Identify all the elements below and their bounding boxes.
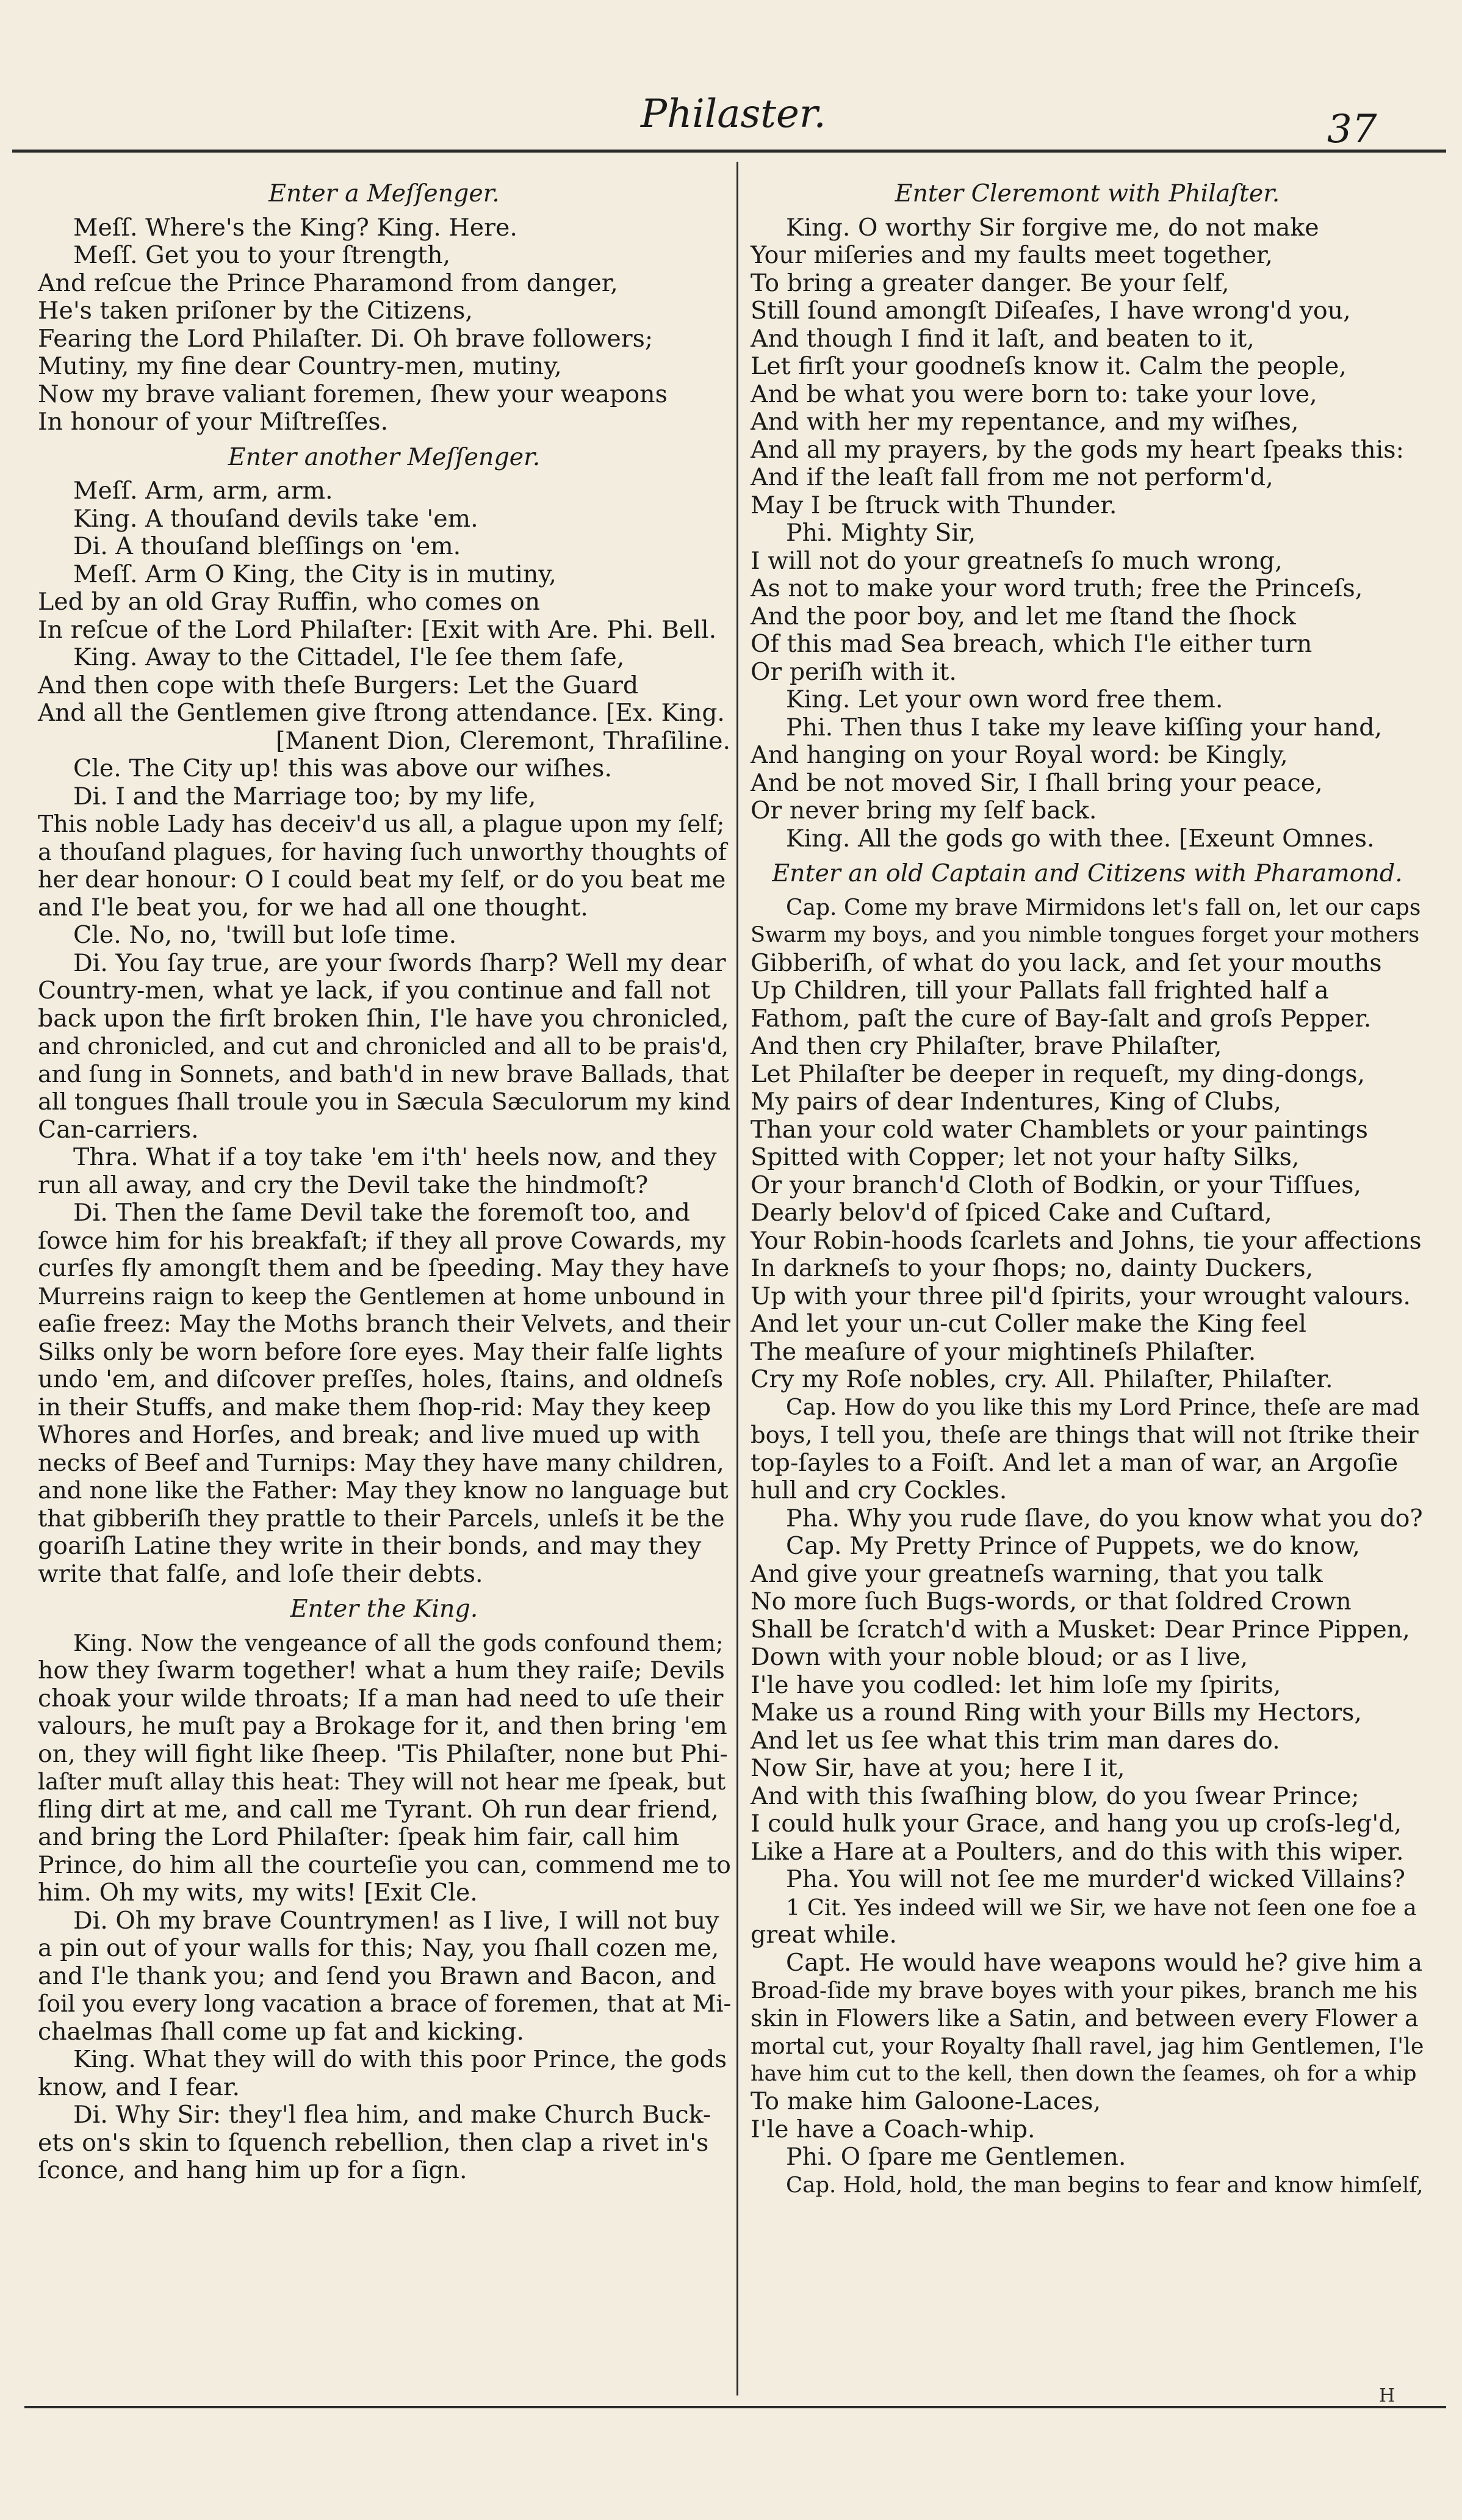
text-line: Spitted with Copper; let not your haſty Silks, bbox=[751, 1143, 1300, 1171]
text-line: and none like the Father: May they know no language but bbox=[38, 1477, 729, 1504]
right-column bbox=[751, 180, 1424, 2199]
exit-direction: [Manent Dion, Cleremont, Thraſiline. bbox=[276, 726, 730, 755]
speech-line: King. Now the vengeance of all the gods confound them; bbox=[73, 1630, 724, 1656]
column-divider bbox=[736, 162, 738, 2395]
text-line: Swarm my boys, and you nimble tongues forget your mothers bbox=[751, 923, 1420, 947]
speech-line: Cle. The City up! this was above our wiſhes. bbox=[73, 754, 613, 782]
text-line: And all the Gentlemen give ſtrong attendance. [Ex. King. bbox=[38, 699, 725, 727]
text-line: a thouſand plagues, for having ſuch unworthy thoughts of bbox=[38, 838, 727, 866]
text-line: Of this mad Sea breach, which I'le either turn bbox=[751, 630, 1313, 658]
speech-line: Cle. No, no, 'twill but loſe time. bbox=[73, 921, 457, 949]
text-line: Like a Hare at a Poulters, and do this with this wiper. bbox=[751, 1837, 1404, 1866]
text-line: goariſh Latine they write in their bonds, and may they bbox=[38, 1532, 702, 1560]
text-line: Down with your noble bloud; or as I live, bbox=[751, 1643, 1248, 1671]
text-line: laſter muſt allay this heat: They will not hear me ſpeak, but bbox=[38, 1768, 726, 1795]
text-line: hull and cry Cockles. bbox=[751, 1476, 1007, 1504]
text-line: And with her my repentance, and my wiſhes, bbox=[751, 408, 1299, 436]
speech-line: Phi. O ſpare me Gentlemen. bbox=[786, 2143, 1126, 2171]
text-line: And reſcue the Prince Pharamond from danger, bbox=[38, 269, 618, 297]
text-line: Now my brave valiant foremen, ſhew your weapons bbox=[38, 380, 668, 408]
speech-line: Di. I and the Marriage too; by my life, bbox=[73, 782, 536, 811]
text-line: Still ſound amongſt Diſeaſes, I have wrong'd you, bbox=[751, 297, 1351, 325]
speech-line: Di. You ſay true, are your ſwords ſharp? Well my dear bbox=[73, 948, 726, 977]
text-line: necks of Beef and Turnips: May they have many children, bbox=[38, 1449, 724, 1477]
text-line: And then cope with theſe Burgers: Let the Guard bbox=[38, 671, 639, 699]
speech-line: Pha. Why you rude ſlave, do you know what you do? bbox=[786, 1504, 1423, 1533]
text-line: ſowce him for his breakfaſt; if they all prove Cowards, my bbox=[38, 1227, 726, 1255]
text-line: Gibberiſh, of what do you lack, and ſet your mouths bbox=[751, 948, 1382, 977]
text-line: ſoil you every long vacation a brace of foremen, that at Mi- bbox=[38, 1990, 732, 2017]
text-line: I will not do your greatneſs ſo much wrong, bbox=[751, 546, 1283, 575]
text-line: Silks only be worn before ſore eyes. May their falſe lights bbox=[38, 1338, 723, 1366]
text-line: boys, I tell you, theſe are things that will not ſtrike their bbox=[751, 1421, 1419, 1449]
speech-line: Di. A thouſand bleſſings on 'em. bbox=[73, 532, 461, 560]
stage-direction: Enter another Meſſenger. bbox=[228, 442, 541, 471]
speech-line: King. Away to the Cittadel, I'le ſee them ſafe, bbox=[73, 643, 625, 671]
text-line: Your Robin-hoods ſcarlets and Johns, tie your affections bbox=[751, 1227, 1422, 1255]
speech-line: King. A thouſand devils take 'em. bbox=[73, 504, 478, 533]
text-line: My pairs of dear Indentures, King of Clubs, bbox=[751, 1088, 1281, 1116]
text-line: top-ſayles to a Foiſt. And let a man of war, an Argoſie bbox=[751, 1448, 1399, 1477]
text-line: have him cut to the kell, then down the ſeames, oh for a whip bbox=[751, 2061, 1417, 2086]
text-line: Cry my Roſe nobles, cry. All. Philaſter, Philaſter. bbox=[751, 1365, 1333, 1393]
speech-line: Di. Why Sir: they'l flea him, and make Church Buck- bbox=[73, 2101, 711, 2129]
text-line: and bring the Lord Philaſter: ſpeak him fair, call him bbox=[38, 1823, 680, 1851]
left-column bbox=[38, 180, 730, 2185]
text-line: a pin out of your walls for this; Nay, you ſhall cozen me, bbox=[38, 1934, 719, 1962]
text-line: curſes fly amongſt them and be ſpeeding. May they have bbox=[38, 1254, 730, 1282]
text-line: in their Stuffs, and make them ſhop-rid: May they keep bbox=[38, 1393, 711, 1421]
text-line: To make him Galoone-Laces, bbox=[751, 2087, 1101, 2115]
text-line: skin in Flowers like a Satin, and between every Flower a bbox=[751, 2004, 1419, 2032]
text-line: great while. bbox=[751, 1921, 897, 1949]
speech-line: Cap. How do you like this my Lord Prince, theſe are mad bbox=[786, 1395, 1420, 1420]
text-line: Your miſeries and my faults meet together, bbox=[751, 241, 1273, 269]
text-line: back upon the firſt broken ſhin, I'le have you chronicled, bbox=[38, 1004, 729, 1033]
text-line: I'le have you codled: let him loſe my ſpirits, bbox=[751, 1670, 1281, 1699]
text-line: Can-carriers. bbox=[38, 1115, 199, 1144]
text-line: Mutiny, my fine dear Country-men, mutiny, bbox=[38, 352, 562, 380]
speech-line: Meſſ. Arm O King, the City is in mutiny, bbox=[73, 560, 556, 588]
text-line: And if the leaſt fall from me not perform'd, bbox=[751, 463, 1273, 491]
text-line: And be what you were born to: take your love, bbox=[751, 380, 1317, 408]
catchword: H bbox=[1379, 2385, 1395, 2406]
text-line: In reſcue of the Lord Philaſter: [Exit with Are. Phi. Bell. bbox=[38, 615, 717, 644]
text-line: and I'le beat you, for we had all one thought. bbox=[38, 893, 588, 922]
text-line: Up with your three pil'd ſpirits, your wrought valours. bbox=[751, 1282, 1411, 1310]
text-line: Country-men, what ye lack, if you continue and fall not bbox=[38, 977, 710, 1005]
text-line: Shall be ſcratch'd with a Musket: Dear Prince Pippen, bbox=[751, 1615, 1410, 1644]
speech-line: King. O worthy Sir forgive me, do not make bbox=[786, 213, 1319, 242]
running-title: Philaster. bbox=[641, 92, 826, 137]
speech-line: Phi. Mighty Sir, bbox=[786, 519, 976, 547]
text-line: choak your wilde throats; If a man had need to uſe their bbox=[38, 1684, 724, 1713]
text-line: Now Sir, have at you; here I it, bbox=[751, 1754, 1125, 1782]
text-line: Or never bring my ſelf back. bbox=[751, 796, 1097, 825]
text-line: In honour of your Miſtreſſes. bbox=[38, 408, 389, 436]
text-line: chaelmas ſhall come up fat and kicking. bbox=[38, 2017, 524, 2046]
speech-line: Cap. Hold, hold, the man begins to fear and know himſelf, bbox=[786, 2172, 1424, 2198]
text-line: Or your branch'd Cloth of Bodkin, or your Tiſſues, bbox=[751, 1171, 1361, 1199]
header-rule bbox=[12, 150, 1446, 153]
text-line: In darkneſs to your ſhops; no, dainty Duckers, bbox=[751, 1254, 1314, 1282]
speech-line: Di. Then the ſame Devil take the foremoſt too, and bbox=[73, 1199, 690, 1227]
text-line: undo 'em, and diſcover preſſes, holes, ſtains, and oldneſs bbox=[38, 1366, 724, 1393]
stage-direction: Enter a Meſſenger. bbox=[268, 179, 500, 208]
text-line: Whores and Horſes, and break; and live mued up with bbox=[38, 1421, 700, 1449]
text-line: And let us ſee what this trim man dares do. bbox=[751, 1726, 1280, 1755]
footer-rule bbox=[24, 2406, 1446, 2408]
text-line: that gibberiſh they prattle to their Parcels, unleſs it be the bbox=[38, 1504, 725, 1532]
speech-line: King. Let your own word free them. bbox=[786, 685, 1223, 713]
text-line: Than your cold water Chamblets or your paintings bbox=[751, 1115, 1368, 1144]
text-line: fling dirt at me, and call me Tyrant. Oh run dear friend, bbox=[38, 1795, 719, 1824]
text-line: all tongues ſhall troule you in Sæcula Sæculorum my kind bbox=[38, 1088, 731, 1116]
text-line: And though I find it laſt, and beaten to it, bbox=[751, 324, 1255, 353]
speech-line: 1 Cit. Yes indeed will we Sir, we have not ſeen one foe a bbox=[786, 1894, 1417, 1921]
speech-line: Pha. You will not ſee me murder'd wicked Villains? bbox=[786, 1865, 1405, 1893]
stage-direction: Enter an old Captain and Citizens with Pharamond. bbox=[772, 859, 1403, 887]
text-line: how they ſwarm together! what a hum they raiſe; Devils bbox=[38, 1656, 725, 1684]
text-line: I'le have a Coach-whip. bbox=[751, 2115, 1035, 2143]
speech-line: Cap. My Pretty Prince of Puppets, we do know, bbox=[786, 1532, 1360, 1560]
text-line: mortal cut, your Royalty ſhall ravel, jag him Gentlemen, I'le bbox=[751, 2033, 1424, 2059]
speech-line: Meſſ. Where's the King? King. Here. bbox=[73, 213, 517, 242]
text-line: Murreins raign to keep the Gentlemen at home unbound in bbox=[38, 1282, 726, 1310]
speech-line: Capt. He would have weapons would he? give him a bbox=[786, 1948, 1423, 1977]
text-line: May I be ſtruck with Thunder. bbox=[751, 491, 1117, 519]
text-line: Prince, do him all the courteſie you can, commend me to bbox=[38, 1850, 731, 1879]
speech-line: Cap. Come my brave Mirmidons let's fall on, let our caps bbox=[786, 895, 1421, 920]
speech-line: Meſſ. Get you to your ſtrength, bbox=[73, 241, 451, 269]
stage-direction: Enter Cleremont with Philaſter. bbox=[895, 179, 1280, 208]
text-line: As not to make your word truth; free the Princeſs, bbox=[751, 574, 1363, 602]
text-line: This noble Lady has deceiv'd us all, a plague upon my ſelf; bbox=[38, 811, 725, 837]
speech-line: Thra. What if a toy take 'em i'th' heels now, and they bbox=[73, 1143, 717, 1171]
text-line: Up Children, till your Pallats fall frighted half a bbox=[751, 977, 1329, 1005]
text-line: Let Philaſter be deeper in requeſt, my ding-dongs, bbox=[751, 1060, 1366, 1088]
speech-line: Di. Oh my brave Countrymen! as I live, I will not buy bbox=[73, 1906, 719, 1935]
text-line: The meaſure of your mightineſs Philaſter. bbox=[751, 1337, 1256, 1366]
speech-line: Meſſ. Arm, arm, arm. bbox=[73, 477, 333, 505]
text-line: and ſung in Sonnets, and bath'd in new brave Ballads, that bbox=[38, 1060, 729, 1088]
text-line: know, and I fear. bbox=[38, 2073, 240, 2101]
text-line: Led by an old Gray Ruffin, who comes on bbox=[38, 588, 541, 616]
text-line: on, they will fight like ſheep. 'Tis Philaſter, none but Phi- bbox=[38, 1739, 728, 1768]
text-line: And with this ſwaſhing blow, do you ſwear Prince; bbox=[751, 1782, 1359, 1810]
speech-line: King. All the gods go with thee. [Exeunt Omnes. bbox=[786, 824, 1375, 853]
text-line: Let firſt your goodneſs know it. Calm the people, bbox=[751, 352, 1347, 380]
speech-line: King. What they will do with this poor Prince, the gods bbox=[73, 2046, 727, 2073]
text-line: Or periſh with it. bbox=[751, 657, 957, 686]
text-line: He's taken priſoner by the Citizens, bbox=[38, 297, 473, 325]
text-line: her dear honour: O I could beat my ſelf, or do you beat me bbox=[38, 866, 726, 893]
page-number: 37 bbox=[1327, 107, 1377, 152]
text-line: To bring a greater danger. Be your ſelf, bbox=[751, 269, 1230, 297]
text-line: Fearing the Lord Philaſter. Di. Oh brave followers; bbox=[38, 324, 654, 353]
stage-direction: Enter the King. bbox=[290, 1595, 478, 1623]
text-line: And the poor boy, and let me ſtand the ſhock bbox=[751, 602, 1296, 630]
text-line: And give your greatneſs warning, that you talk bbox=[751, 1559, 1323, 1588]
text-line: run all away, and cry the Devil take the hindmoſt? bbox=[38, 1171, 649, 1199]
text-line: him. Oh my wits, my wits! [Exit Cle. bbox=[38, 1879, 478, 1907]
text-line: And be not moved Sir, I ſhall bring your peace, bbox=[751, 768, 1323, 797]
text-line: eaſie freez: May the Moths branch their Velvets, and their bbox=[38, 1310, 730, 1338]
text-line: No more ſuch Bugs-words, or that ſoldred Crown bbox=[751, 1587, 1352, 1616]
text-line: Dearly belov'd of ſpiced Cake and Cuſtard, bbox=[751, 1199, 1272, 1227]
text-line: Broad-ſide my brave boyes with your pikes, branch me his bbox=[751, 1977, 1418, 2004]
speech-line: Phi. Then thus I take my leave kiſſing your hand, bbox=[786, 713, 1383, 742]
text-line: And then cry Philaſter, brave Philaſter, bbox=[751, 1032, 1222, 1060]
text-line: valours, he muſt pay a Brokage for it, and then bring 'em bbox=[38, 1713, 727, 1740]
text-line: And all my prayers, by the gods my heart ſpeaks this: bbox=[751, 435, 1404, 464]
text-line: I could hulk your Grace, and hang you up croſs-leg'd, bbox=[751, 1810, 1402, 1838]
text-line: write that falſe, and loſe their debts. bbox=[38, 1559, 483, 1588]
text-line: ets on's skin to ſquench rebellion, then clap a rivet in's bbox=[38, 2128, 709, 2157]
text-line: And let your un-cut Coller make the King feel bbox=[751, 1310, 1307, 1338]
text-line: Fathom, paſt the cure of Bay-ſalt and groſs Pepper. bbox=[751, 1004, 1372, 1033]
text-line: ſconce, and hang him up for a ſign. bbox=[38, 2156, 467, 2184]
text-line: and I'le thank you; and ſend you Brawn and Bacon, and bbox=[38, 1962, 716, 1990]
text-line: and chronicled, and cut and chronicled and all to be prais'd, bbox=[38, 1033, 729, 1060]
text-line: And hanging on your Royal word: be Kingly, bbox=[751, 741, 1288, 769]
text-line: Make us a round Ring with your Bills my Hectors, bbox=[751, 1699, 1362, 1727]
